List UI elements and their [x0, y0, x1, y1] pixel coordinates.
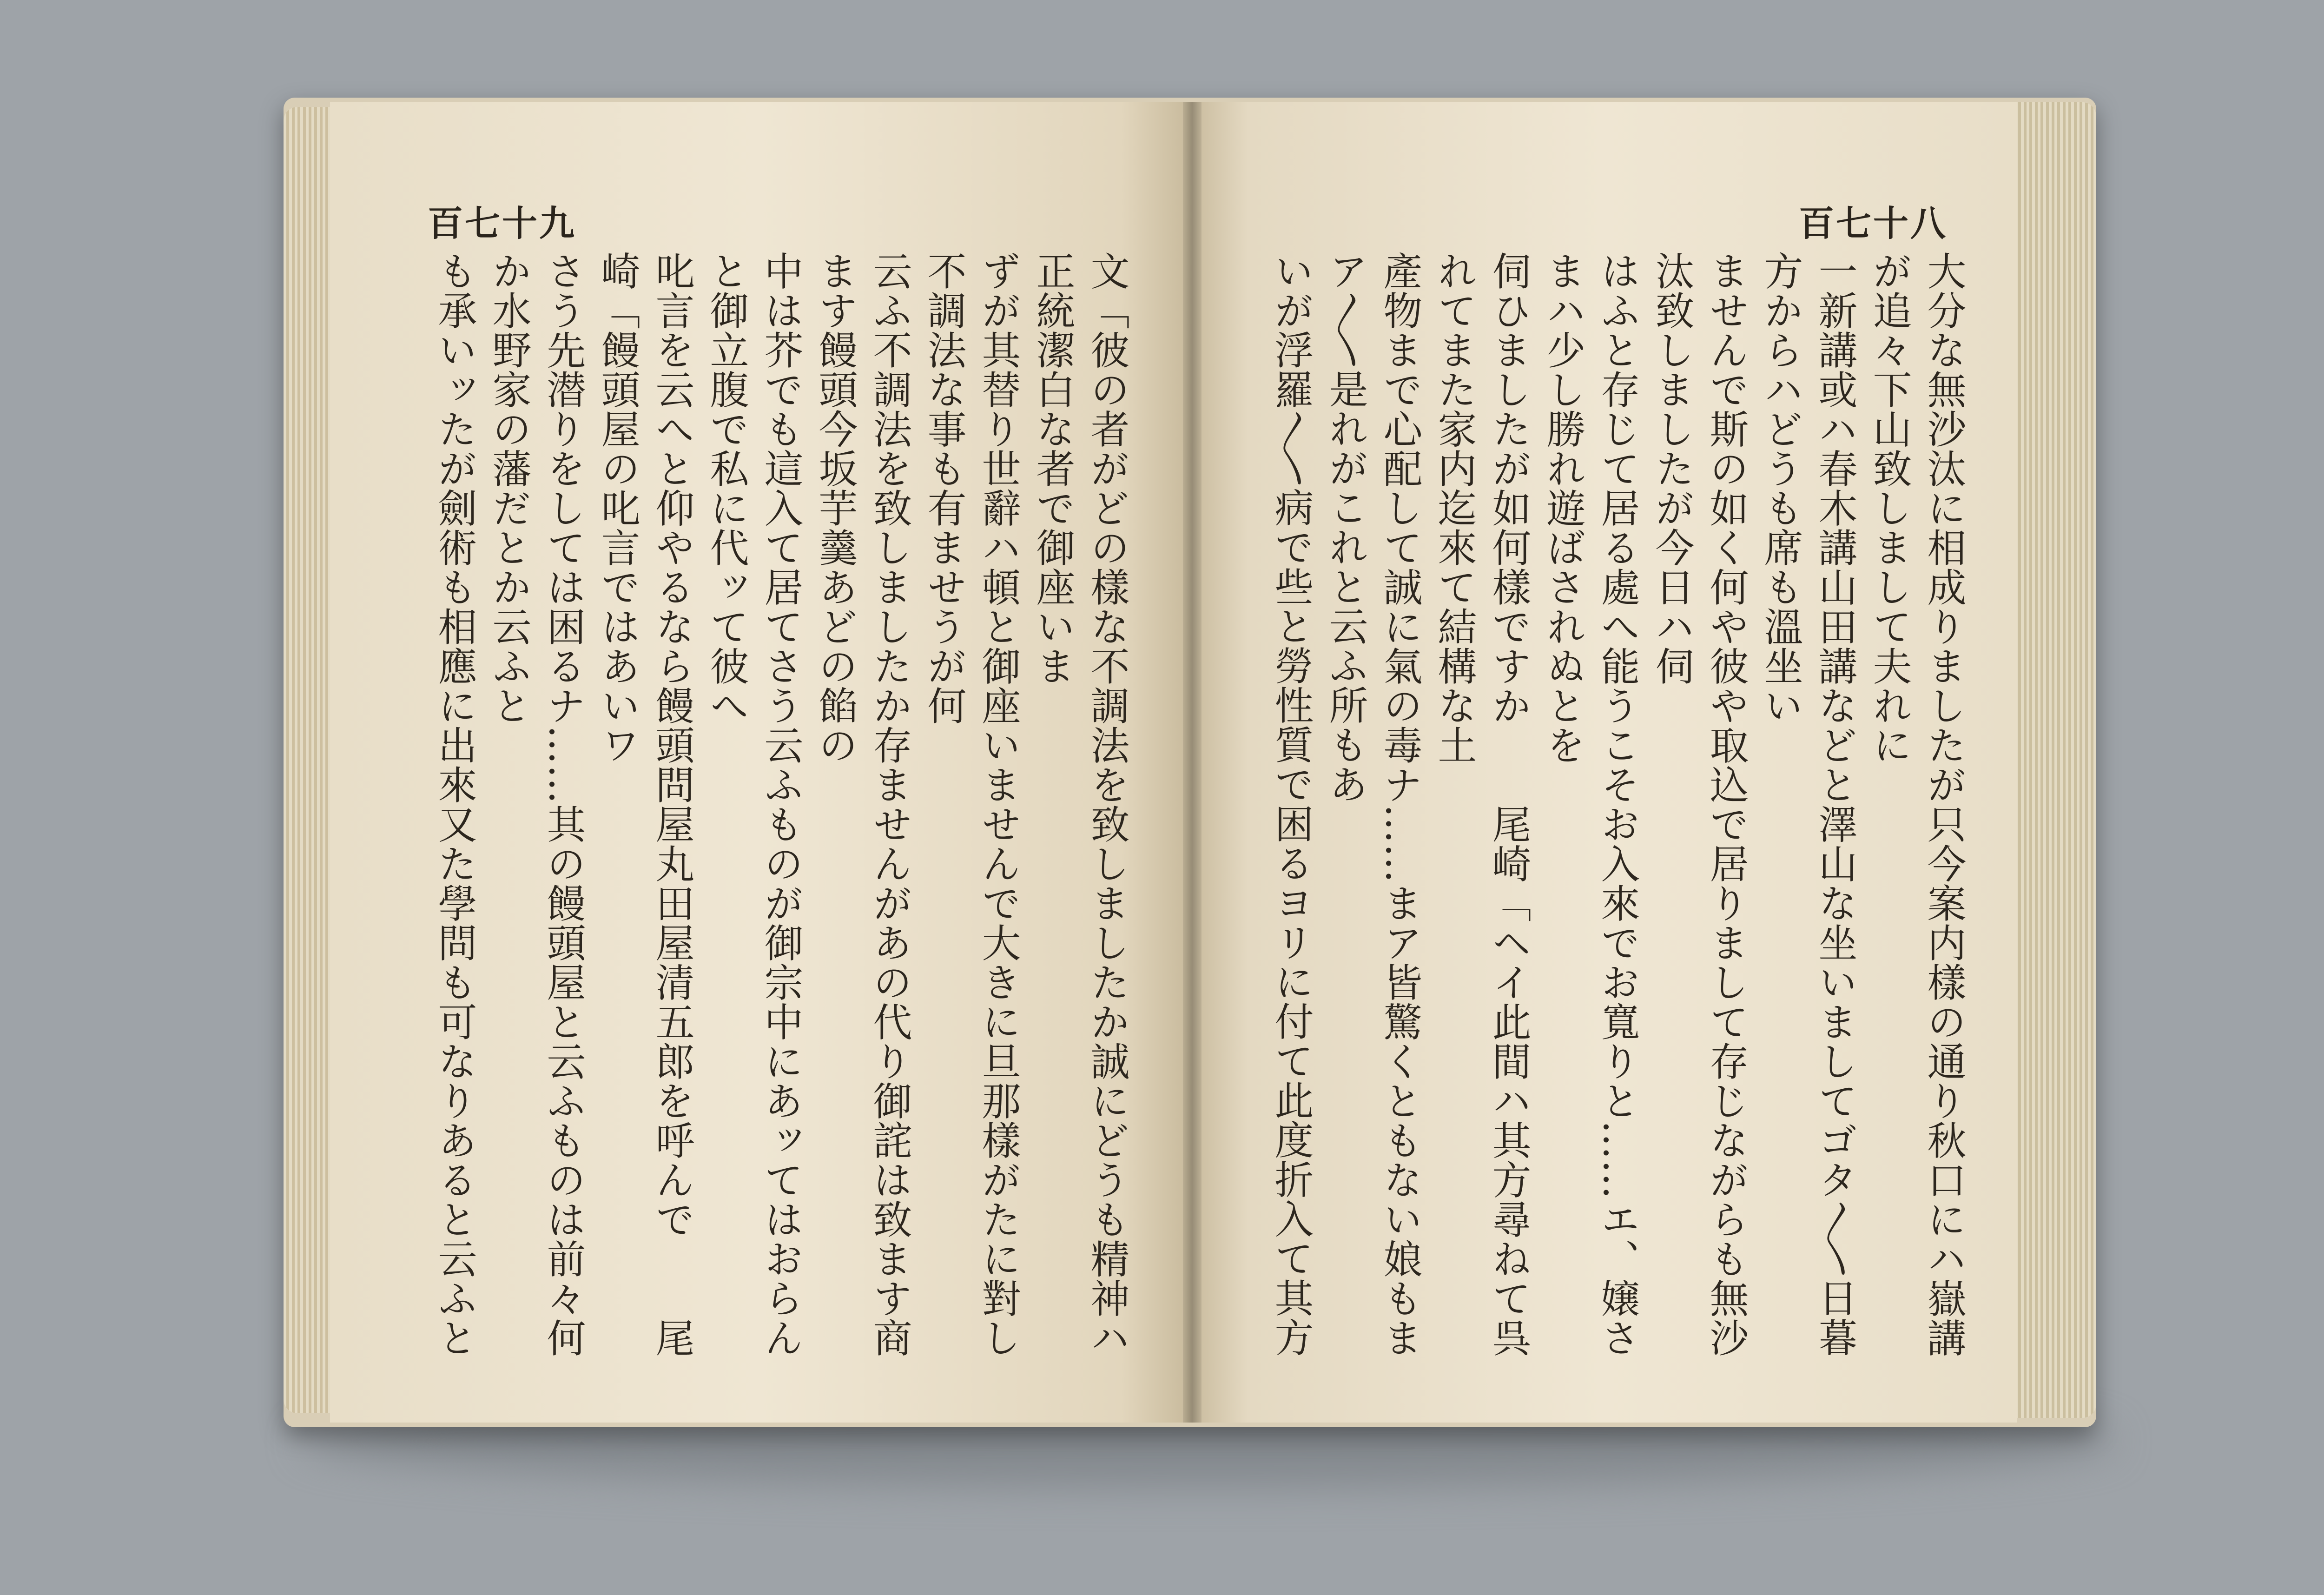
text-line: はふと存じて居る處へ能うこそお入來でお寬りと……エ、嬢さまハ少し勝れ遊ばされぬとを — [1540, 251, 1640, 1357]
right-page-text — [1260, 251, 1971, 1385]
book-gutter — [1183, 102, 1202, 1423]
left-page-text — [423, 251, 1134, 1385]
open-book — [284, 93, 2096, 1450]
text-line: 產物まで心配して誠に氣の毒ナ……まア皆驚くともない娘もまア〳〵是れがこれと云ふ所もあ — [1323, 251, 1423, 1357]
right-page-stack — [2013, 102, 2096, 1418]
text-line: 云ふ不調法を致しましたか存ませんがあの代り御詫は致ます商ます饅頭今坂芋羹あどの餡の — [812, 251, 912, 1357]
left-page — [330, 102, 1190, 1423]
text-line: さう先潜りをしては困るナ……其の饅頭屋と云ふものは前々何か水野家の藩だとか云ふと — [486, 251, 586, 1357]
page-number-right: 百七十八 — [1799, 203, 1948, 244]
text-line: ずが其替り世辭ハ頓と御座いませんで大きに旦那樣がたに對し不調法な事も有ませうが何 — [921, 251, 1021, 1357]
text-line: ませんで斯の如く何や彼や取込で居りまして存じながらも無沙汰致しましたが今日ハ伺 — [1649, 251, 1749, 1357]
text-line: いが浮羅〳〵病で些と勞性質で困るヨリに付て此度折入て其方 — [1268, 251, 1314, 1357]
text-line: 叱言を云へと仰やるなら饅頭問屋丸田屋清五郎を呼んで 尾崎「饅頭屋の叱言ではあいワ — [595, 251, 695, 1357]
text-line: 大分な無沙汰に相成りましたが只今案内樣の通り秋口にハ嶽講が追々下山致しまして夫れに — [1867, 251, 1967, 1357]
text-line: 伺ひましたが如何樣ですか 尾崎「ヘイ此間ハ其方尋ねて呉れてまた家内迄來て結構な土 — [1432, 251, 1532, 1357]
text-line: も承いッたが劍術も相應に出來又た學問も可なりあると云ふと — [432, 251, 477, 1357]
text-line: 一新講或ハ春木講山田講などと澤山な坐いましてゴタ〳〵日暮方からハどうも席も溫坐い — [1758, 251, 1858, 1357]
text-line: 中は芥でも這入て居てさう云ふものが御宗中にあッてはおらんと御立腹で私に代ッて彼へ — [704, 251, 804, 1357]
page-number-left: 百七十九 — [428, 203, 576, 244]
right-page — [1190, 102, 2017, 1423]
text-line: 文「彼の者がどの樣な不調法を致しましたか誠にどうも精神ハ正統潔白な者で御座いま — [1030, 251, 1130, 1357]
